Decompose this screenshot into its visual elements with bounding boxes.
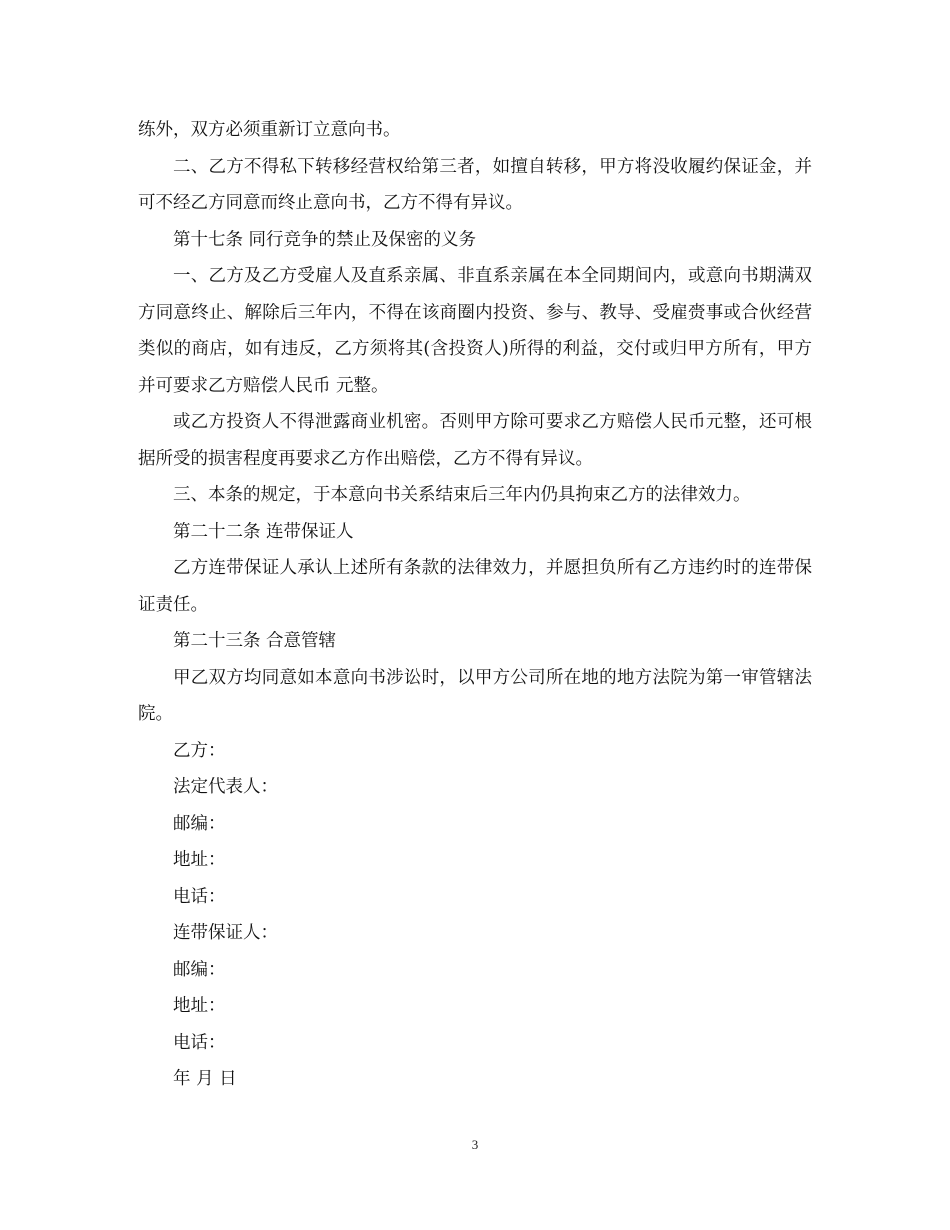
signature-address: 地址： <box>173 850 226 870</box>
signature-date: 年 月 日 <box>173 1069 237 1089</box>
paragraph-confidentiality: 或乙方投资人不得泄露商业机密。否则甲方除可要求乙方赔偿人民币元整，还可根据所受的损害程度再要求乙方作出赔偿，乙方不得有异议。 <box>138 412 812 469</box>
signature-guarantor-address: 地址： <box>173 996 226 1016</box>
paragraph-guarantor: 乙方连带保证人承认上述所有条款的法律效力，并愿担负所有乙方违约时的连带保证责任。 <box>138 558 812 615</box>
paragraph-jurisdiction: 甲乙双方均同意如本意向书涉讼时，以甲方公司所在地的地方法院为第一审管辖法院。 <box>138 667 812 724</box>
signature-joint-guarantor: 连带保证人： <box>173 923 278 943</box>
signature-phone: 电话： <box>173 886 226 907</box>
article-22-heading: 第二十二条 连带保证人 <box>173 521 354 542</box>
paragraph-clause-transfer: 二、乙方不得私下转移经营权给第三者，如擅自转移，甲方将没收履约保证金，并可不经乙方同意而终止意向书，乙方不得有异议。 <box>138 156 812 213</box>
document-body <box>138 112 812 1098</box>
paragraph-continuation: 练外，双方必须重新订立意向书。 <box>138 120 401 140</box>
signature-party-b: 乙方： <box>173 740 226 761</box>
paragraph-noncompete: 一、乙方及乙方受雇人及直系亲属、非直系亲属在本全同期间内，或意向书期满双方同意终止、解除后三年内，不得在该商圈内投资、参与、教导、受雇赍事或合伙经营类似的商店，如有违反，乙方须将其(含投资人)所得的利益，交付或归甲方所有，甲方并可要求乙方赔偿人民币 元整。 <box>138 266 812 396</box>
article-23-heading: 第二十三条 合意管辖 <box>173 631 337 651</box>
signature-guarantor-postcode: 邮编： <box>173 959 226 980</box>
page-number: 3 <box>471 1137 479 1152</box>
article-17-heading: 第十七条 同行竞争的禁止及保密的义务 <box>173 229 477 250</box>
signature-postcode: 邮编： <box>173 813 226 834</box>
paragraph-validity: 三、本条的规定，于本意向书关系结束后三年内仍具拘束乙方的法律效力。 <box>173 485 751 505</box>
signature-guarantor-phone: 电话： <box>173 1032 226 1053</box>
signature-legal-representative: 法定代表人： <box>173 777 278 797</box>
